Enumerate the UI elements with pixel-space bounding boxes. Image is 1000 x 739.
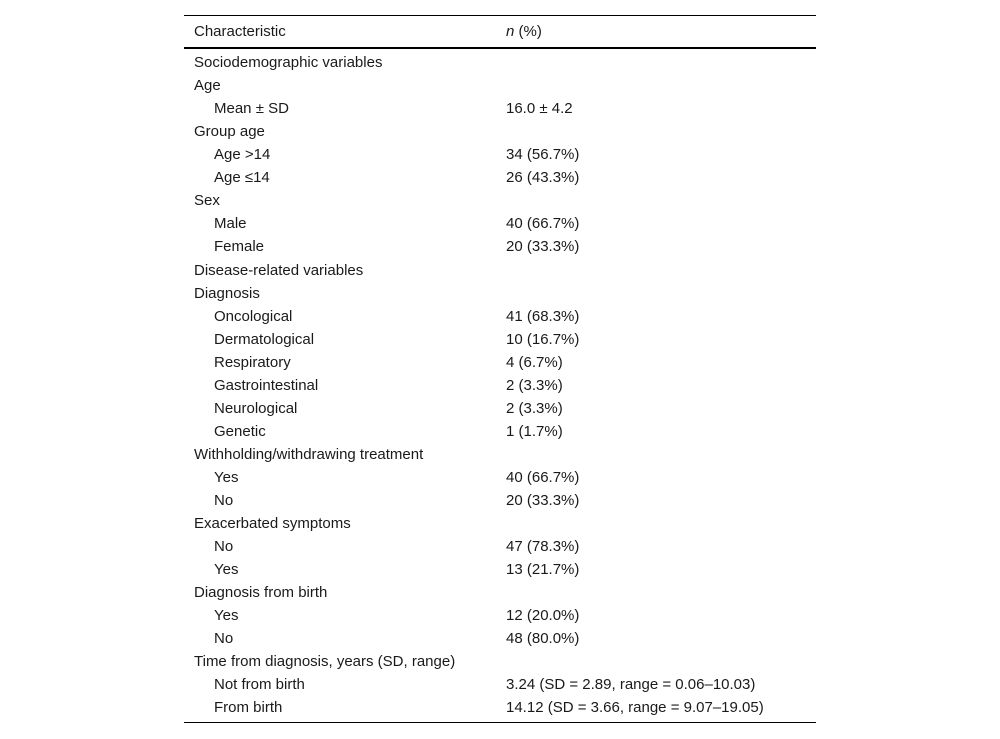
row-label: Male	[214, 215, 247, 232]
row-label: Not from birth	[214, 676, 305, 693]
row-label: Exacerbated symptoms	[194, 515, 351, 532]
table-row	[184, 489, 816, 512]
row-label: Time from diagnosis, years (SD, range)	[194, 653, 456, 670]
row-label: From birth	[214, 699, 283, 716]
table-bottom-rule	[184, 722, 816, 723]
row-value: 20 (33.3%)	[506, 492, 580, 509]
row-label: Neurological	[214, 400, 298, 417]
row-label: Mean ± SD	[214, 100, 289, 117]
row-label: Female	[214, 238, 265, 255]
group-heading-row	[184, 282, 816, 305]
row-label: Yes	[214, 469, 239, 486]
row-label: Age ≤14	[214, 169, 270, 186]
row-label: No	[214, 630, 234, 647]
table-row	[184, 328, 816, 351]
header-characteristic: Characteristic	[194, 23, 286, 40]
group-heading-row	[184, 120, 816, 143]
row-label: Disease-related variables	[194, 261, 364, 279]
table-row	[184, 235, 816, 258]
row-label: Dermatological	[214, 331, 315, 348]
row-value: 13 (21.7%)	[506, 561, 580, 578]
row-label: Age	[194, 77, 221, 94]
header-percent: (%)	[514, 23, 542, 40]
table-row	[184, 351, 816, 374]
table-row	[184, 212, 816, 235]
row-label: Genetic	[214, 423, 266, 440]
row-label: Yes	[214, 561, 239, 578]
row-label: Sex	[194, 192, 220, 209]
row-value: 1 (1.7%)	[506, 423, 563, 440]
group-heading-row	[184, 650, 816, 673]
table-row	[184, 143, 816, 166]
row-label: Diagnosis	[194, 285, 260, 302]
table-row	[184, 397, 816, 420]
row-label: Gastrointestinal	[214, 377, 319, 394]
row-label: Oncological	[214, 308, 293, 325]
row-label: No	[214, 492, 234, 509]
row-value: 2 (3.3%)	[506, 400, 563, 417]
characteristics-table	[184, 15, 816, 723]
header-n-symbol: n	[506, 23, 515, 40]
table-row	[184, 558, 816, 581]
row-label: Respiratory	[214, 354, 291, 371]
table-row	[184, 673, 816, 696]
row-value: 14.12 (SD = 3.66, range = 9.07–19.05)	[506, 699, 764, 716]
table-row	[184, 627, 816, 650]
row-label: Withholding/withdrawing treatment	[194, 446, 424, 463]
row-value: 12 (20.0%)	[506, 607, 580, 624]
row-label: No	[214, 538, 234, 555]
group-heading-row	[184, 189, 816, 212]
row-label: Sociodemographic variables	[194, 53, 383, 71]
row-value: 34 (56.7%)	[506, 146, 580, 163]
row-value: 3.24 (SD = 2.89, range = 0.06–10.03)	[506, 676, 756, 693]
row-value: 47 (78.3%)	[506, 538, 580, 555]
table-row	[184, 535, 816, 558]
group-heading-row	[184, 443, 816, 466]
row-value: 2 (3.3%)	[506, 377, 563, 394]
table-row	[184, 305, 816, 328]
group-heading-row	[184, 581, 816, 604]
row-label: Age >14	[214, 146, 271, 163]
table-row	[184, 166, 816, 189]
table-row	[184, 696, 816, 719]
section-heading-row	[184, 50, 816, 74]
row-value: 40 (66.7%)	[506, 469, 580, 486]
row-label: Diagnosis from birth	[194, 584, 328, 601]
header-n-percent	[506, 23, 816, 40]
table-header-row	[184, 16, 816, 47]
row-value: 40 (66.7%)	[506, 215, 580, 232]
section-heading-row	[184, 258, 816, 282]
table-row	[184, 466, 816, 489]
group-heading-row	[184, 512, 816, 535]
row-label: Group age	[194, 123, 265, 140]
group-heading-row	[184, 74, 816, 97]
row-value: 20 (33.3%)	[506, 238, 580, 255]
row-label: Yes	[214, 607, 239, 624]
row-value: 10 (16.7%)	[506, 331, 580, 348]
table-row	[184, 374, 816, 397]
row-value: 4 (6.7%)	[506, 354, 563, 371]
row-value: 16.0 ± 4.2	[506, 100, 573, 117]
row-value: 48 (80.0%)	[506, 630, 580, 647]
row-value: 26 (43.3%)	[506, 169, 580, 186]
table-row	[184, 604, 816, 627]
row-value: 41 (68.3%)	[506, 308, 580, 325]
table-row	[184, 97, 816, 120]
table-body	[184, 49, 816, 722]
table-row	[184, 420, 816, 443]
